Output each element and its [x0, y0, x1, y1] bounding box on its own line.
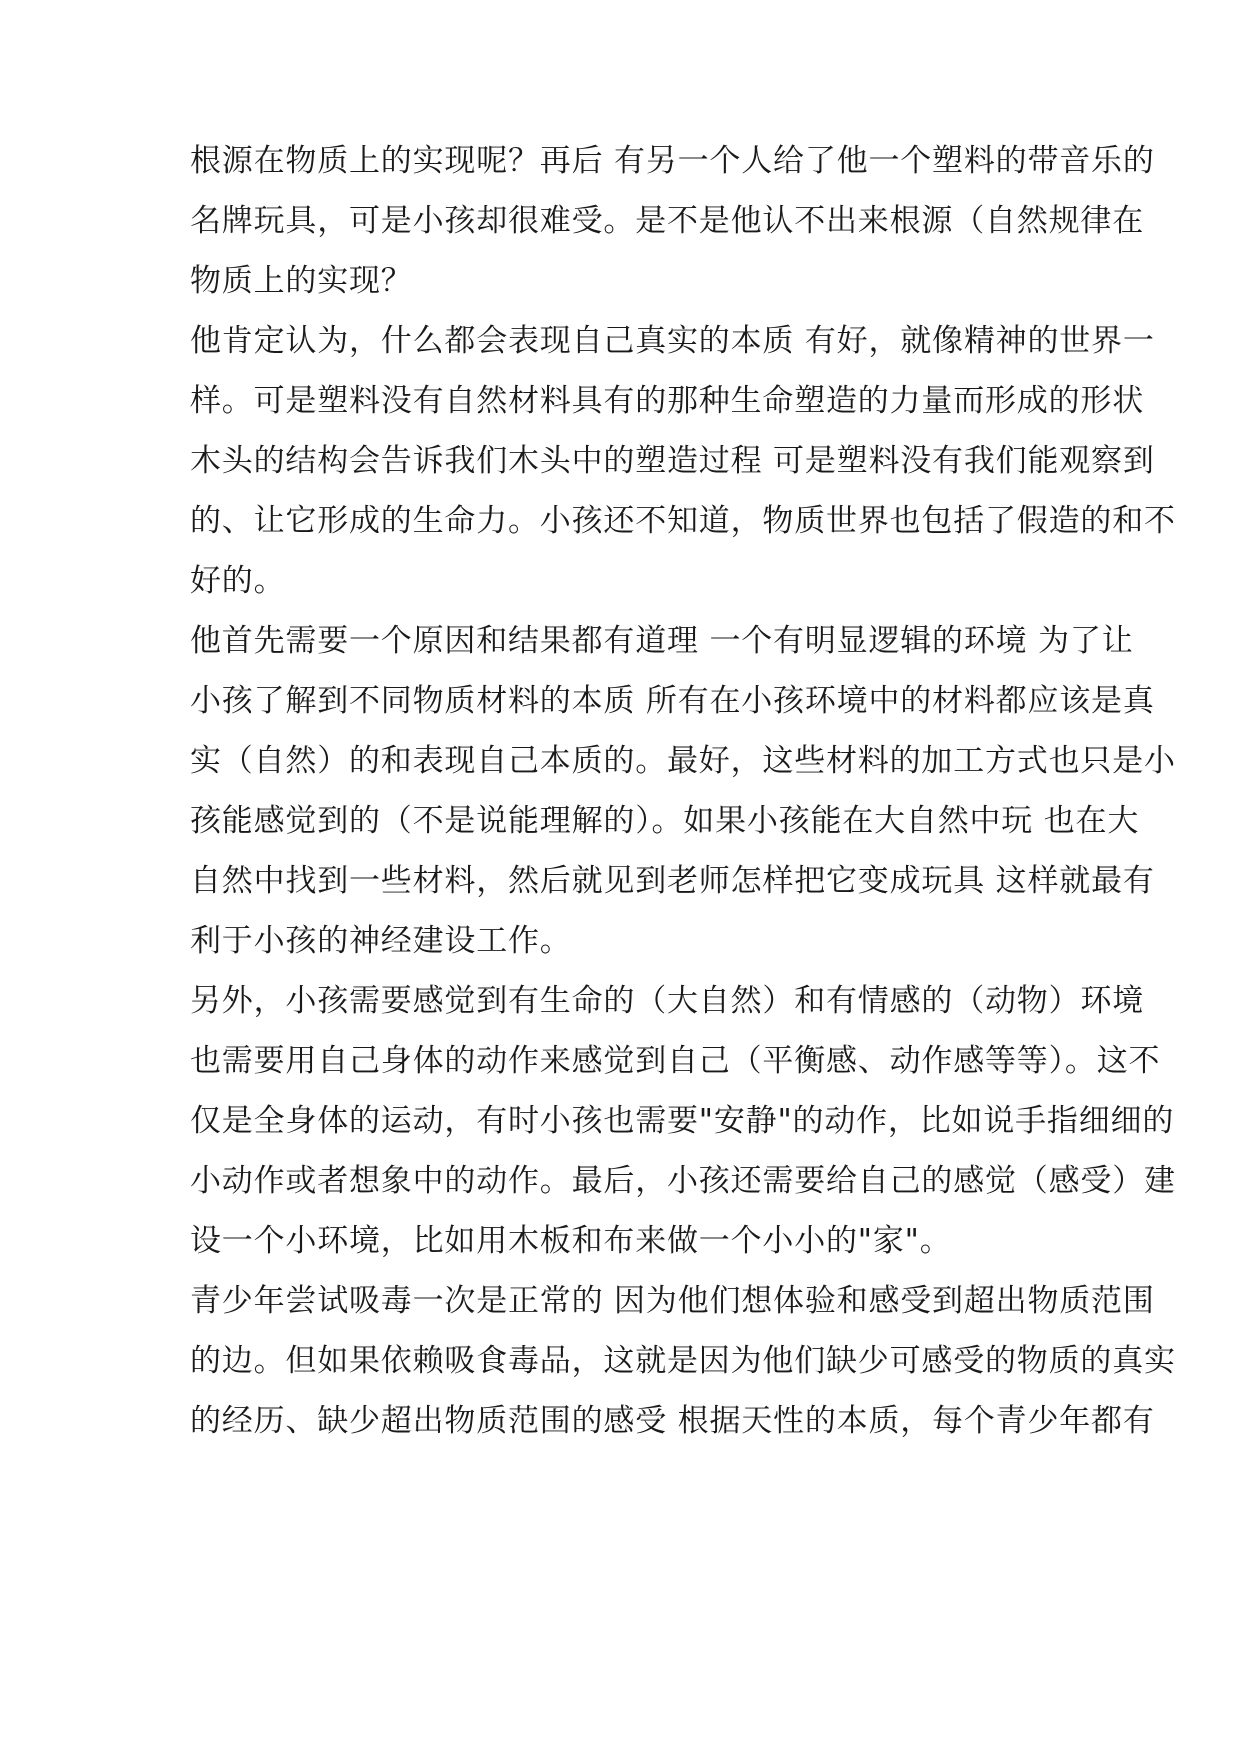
text-line-6: 木头的结构会告诉我们木头中的塑造过程 可是塑料没有我们能观察到: [190, 443, 1155, 479]
text-line-15: 另外，小孩需要感觉到有生命的（大自然）和有情感的（动物）环境: [190, 983, 1144, 1019]
text-line-1: 根源在物质上的实现呢？再后 有另一个人给了他一个塑料的带音乐的: [190, 143, 1155, 179]
text-line-14: 利于小孩的神经建设工作。: [190, 923, 572, 959]
text-line-2: 名牌玩具，可是小孩却很难受。是不是他认不出来根源（自然规律在: [190, 203, 1144, 239]
text-line-4: 他肯定认为，什么都会表现自己真实的本质 有好，就像精神的世界一: [190, 323, 1155, 359]
text-line-9: 他首先需要一个原因和结果都有道理 一个有明显逻辑的环境 为了让: [190, 623, 1134, 659]
text-line-17: 仅是全身体的运动，有时小孩也需要"安静"的动作，比如说手指细细的: [190, 1103, 1175, 1139]
text-line-3: 物质上的实现？: [190, 263, 413, 299]
text-line-13: 自然中找到一些材料，然后就见到老师怎样把它变成玩具 这样就最有: [190, 863, 1155, 899]
text-line-12: 孩能感觉到的（不是说能理解的）。如果小孩能在大自然中玩 也在大: [190, 803, 1140, 839]
text-line-19: 设一个小环境，比如用木板和布来做一个小小的"家"。: [190, 1223, 952, 1259]
text-line-5: 样。可是塑料没有自然材料具有的那种生命塑造的力量而形成的形状: [190, 383, 1144, 419]
text-line-7: 的、让它形成的生命力。小孩还不知道，物质世界也包括了假造的和不: [190, 503, 1176, 539]
text-line-22: 的经历、缺少超出物质范围的感受 根据天性的本质，每个青少年都有: [190, 1403, 1155, 1439]
text-line-8: 好的。: [190, 563, 286, 599]
text-line-21: 的边。但如果依赖吸食毒品，这就是因为他们缺少可感受的物质的真实: [190, 1343, 1176, 1379]
text-line-18: 小动作或者想象中的动作。最后，小孩还需要给自己的感觉（感受）建: [190, 1163, 1176, 1199]
text-line-16: 也需要用自己身体的动作来感觉到自己（平衡感、动作感等等）。这不: [190, 1043, 1161, 1079]
text-line-10: 小孩了解到不同物质材料的本质 所有在小孩环境中的材料都应该是真: [190, 683, 1155, 719]
text-line-11: 实（自然）的和表现自己本质的。最好，这些材料的加工方式也只是小: [190, 743, 1176, 779]
text-line-20: 青少年尝试吸毒一次是正常的 因为他们想体验和感受到超出物质范围: [190, 1283, 1155, 1319]
